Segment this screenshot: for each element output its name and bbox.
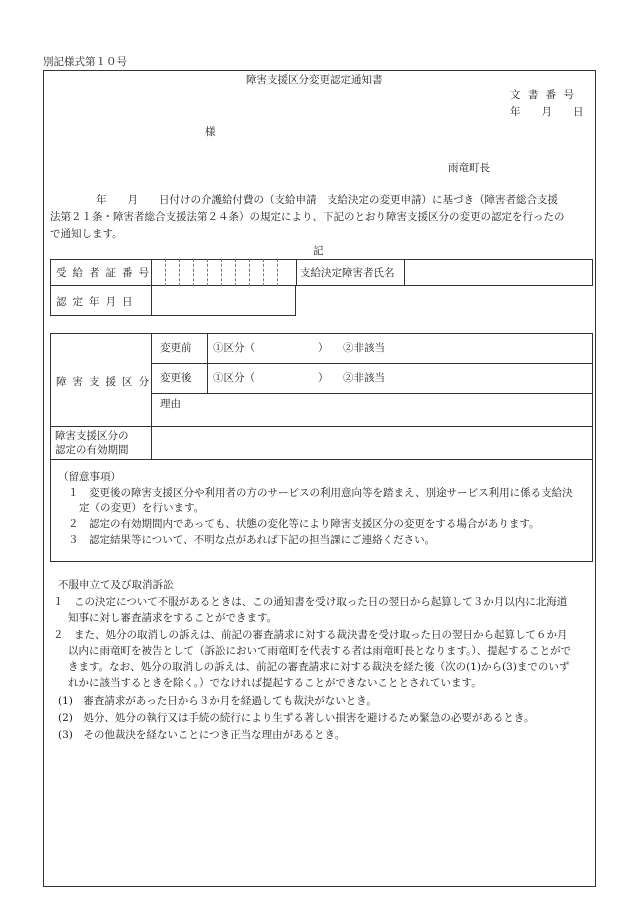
- decision-name-label: 支給決定障害者氏名: [300, 267, 395, 279]
- appeal-line-6: れかに該当するときを除く。）でなければ提起することができないこととされています。: [68, 677, 482, 689]
- appeal-line-3: ２ また、処分の取消しの訴えは、前記の審査請求に対する裁決書を受け取った日の翌日から起算して６か月: [53, 629, 568, 641]
- appeal-line-2: 知事に対し審査請求をすることができます。: [68, 612, 278, 624]
- category-label: 障害支援区分: [56, 376, 155, 388]
- notes-line-1: １ 変更後の障害支援区分や利用者の方のサービスの利用意向等を踏まえ、別途サービス利用に係る支給決: [68, 487, 573, 499]
- body-line-3: で通知します。: [50, 228, 123, 240]
- form-number: 別記様式第１０号: [43, 56, 127, 68]
- body-line-1: 年 月 日付けの介護給付費の（支給申請 支給決定の変更申請）に基づき（障害者総合支援: [96, 194, 558, 206]
- notes-heading: （留意事項）: [58, 471, 121, 483]
- reason-label: 理由: [160, 398, 181, 410]
- ki-label: 記: [313, 245, 324, 257]
- validity-label-2: 認定の有効期間: [55, 444, 129, 456]
- body-line-2: 法第２１条・障害者総合支援法第２４条）の規定により、下記のとおり障害支援区分の変更の認定を行ったの: [50, 211, 565, 223]
- date-label: 年 月 日: [510, 106, 584, 118]
- validity-label-1: 障害支援区分の: [55, 430, 129, 442]
- doc-number-label: 文 書 番 号: [510, 89, 577, 101]
- appeal-line-1: １ この決定について不服があるときは、この通知書を受け取った日の翌日から起算して３か月以内に北海道: [53, 596, 568, 608]
- after-label: 変更後: [160, 372, 192, 384]
- after-option-1: ①区分（ ）: [213, 372, 329, 384]
- appeal-line-5: きます。なお、処分の取消しの訴えは、前記の審査請求に対する裁決を経た後（次の(1)から(3)までのいず: [68, 661, 570, 673]
- appeal-item-3: (3) その他裁決を経ないことにつき正当な理由があるとき。: [58, 729, 346, 741]
- recipient-number-label: 受給者証番号: [56, 267, 155, 279]
- notes-line-3: ２ 認定の有効期間内であっても、状態の変化等により障害支援区分の変更をする場合があります。: [68, 518, 540, 530]
- after-option-2: ②非該当: [343, 372, 385, 384]
- appeal-line-4: 以内に雨竜町を被告として（訴訟において雨竜町を代表する者は雨竜町長となります。）、提起することがで: [68, 645, 572, 657]
- before-label: 変更前: [160, 342, 192, 354]
- before-option-1: ①区分（ ）: [213, 342, 329, 354]
- appeal-item-1: (1) 審査請求があった日から３か月を経過しても裁決がないとき。: [58, 695, 377, 707]
- notes-line-4: ３ 認定結果等について、不明な点があれば下記の担当課にご連絡ください。: [68, 534, 436, 546]
- notes-line-2: 定（の変更）を行います。: [79, 502, 205, 514]
- document-title: 障害支援区分変更認定通知書: [246, 74, 383, 86]
- before-option-2: ②非該当: [343, 342, 385, 354]
- issuer-name: 雨竜町長: [448, 162, 490, 174]
- cert-date-label: 認定年月日: [56, 296, 139, 308]
- appeal-heading: 不服申立て及び取消訴訟: [58, 579, 174, 591]
- appeal-item-2: (2) 処分、処分の執行又は手続の続行により生ずる著しい損害を避けるため緊急の必要があるとき。: [58, 712, 535, 724]
- addressee-suffix: 様: [205, 126, 216, 138]
